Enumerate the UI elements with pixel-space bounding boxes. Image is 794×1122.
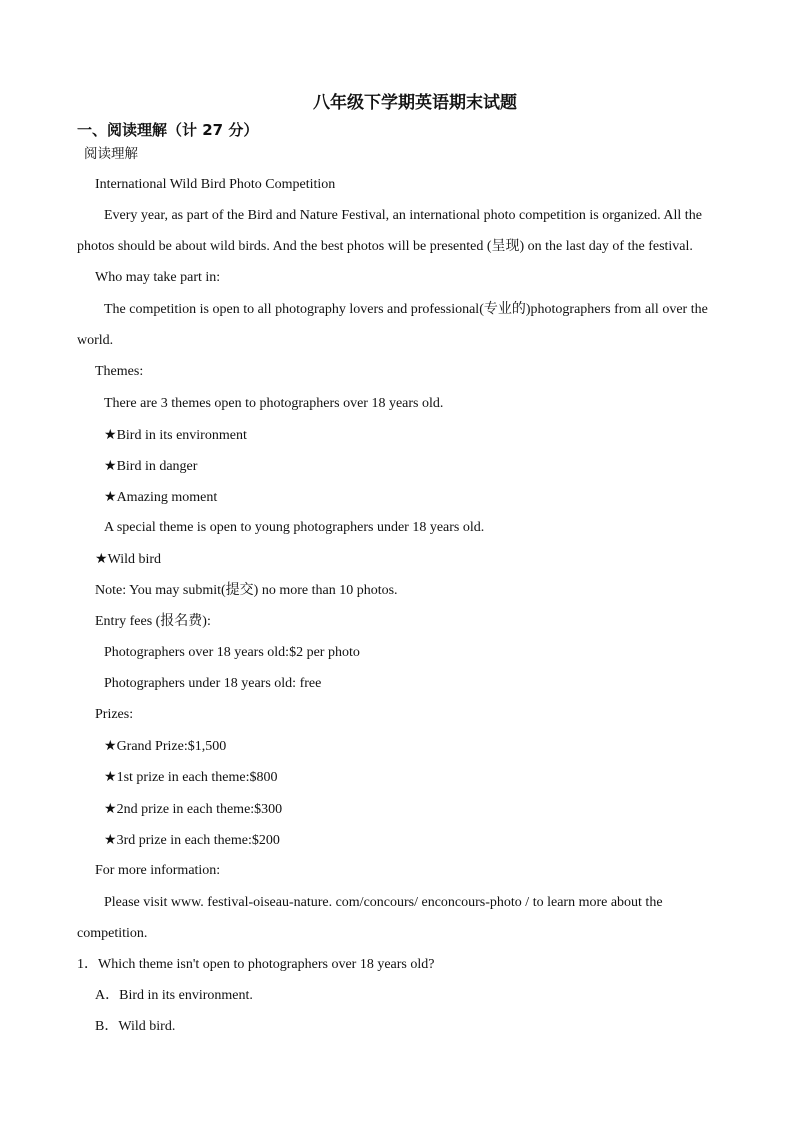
question-number: 1． [77,957,98,972]
question-option-b[interactable]: B．Wild bird. [95,1019,176,1034]
special-theme-item: ★Wild bird [95,551,162,567]
who-paragraph-line-2: world. [77,333,114,348]
star-icon: ★ [104,801,117,817]
prize-item: ★2nd prize in each theme:$300 [104,801,283,817]
info-paragraph-line-2: competition. [77,926,148,941]
prize-item: ★3rd prize in each theme:$200 [104,832,280,848]
themes-intro: There are 3 themes open to photographers over 18 years old. [104,396,444,411]
star-icon: ★ [95,551,108,567]
fees-heading: Entry fees (报名费): [95,614,211,629]
question-1 [77,955,435,975]
submission-note: Note: You may submit(提交) no more than 10 photos. [95,583,398,598]
prize-item: ★Grand Prize:$1,500 [104,738,227,754]
info-paragraph-line-1: Please visit www. festival-oiseau-nature. com/concours/ enconcours-photo / to learn more about the [104,895,663,910]
who-paragraph-line-1: The competition is open to all photography lovers and professional(专业的)photographers from all over the [104,302,708,317]
question-option-a[interactable]: A．Bird in its environment. [95,988,253,1003]
themes-heading: Themes: [95,364,144,379]
section-heading: 一、阅读理解（计 27 分） [77,121,259,139]
info-heading: For more information: [95,863,221,878]
who-heading: Who may take part in: [95,270,221,285]
star-icon: ★ [104,427,117,443]
prizes-heading: Prizes: [95,707,134,722]
fee-item: Photographers over 18 years old:$2 per photo [104,645,360,660]
intro-paragraph-line-2: photos should be about wild birds. And the best photos will be presented (呈现) on the last day of the festival. [77,239,693,254]
theme-item: ★Amazing moment [104,489,218,505]
fee-item: Photographers under 18 years old: free [104,676,322,691]
intro-paragraph-line-1: Every year, as part of the Bird and Nature Festival, an international photo competition is organized. All the [104,208,702,223]
theme-item: ★Bird in its environment [104,427,247,443]
page-title: 八年级下学期英语期末试题 [313,93,517,113]
star-icon: ★ [104,769,117,785]
star-icon: ★ [104,832,117,848]
question-text: Which theme isn't open to photographers over 18 years old? [98,957,435,972]
passage-headline: International Wild Bird Photo Competition [95,177,336,192]
star-icon: ★ [104,489,117,505]
star-icon: ★ [104,738,117,754]
prize-item: ★1st prize in each theme:$800 [104,769,278,785]
section-subheading: 阅读理解 [84,146,138,162]
star-icon: ★ [104,458,117,474]
special-theme-intro: A special theme is open to young photographers under 18 years old. [104,520,485,535]
theme-item: ★Bird in danger [104,458,198,474]
